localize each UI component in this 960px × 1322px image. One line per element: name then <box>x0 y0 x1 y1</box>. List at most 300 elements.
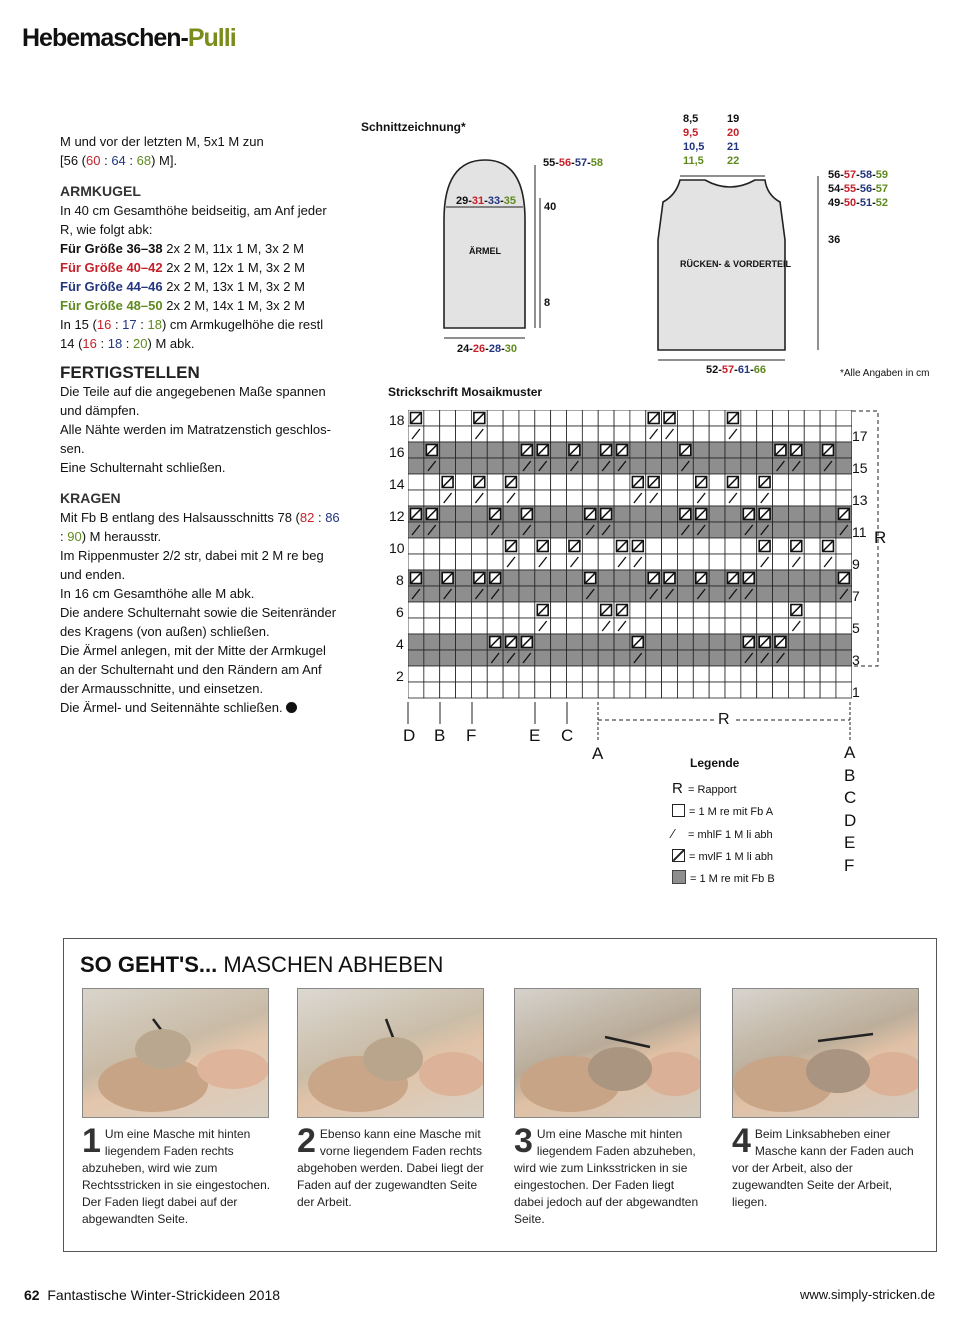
chart-cell <box>440 602 456 618</box>
chart-symbol <box>617 445 628 456</box>
chart-symbol <box>537 445 548 456</box>
chart-cell <box>503 458 519 474</box>
magazine-name: Fantastische Winter-Strickideen 2018 <box>47 1287 281 1303</box>
kragen-line-5: In 16 cm Gesamthöhe alle M abk. <box>60 586 255 601</box>
chart-cell <box>519 570 535 586</box>
chart-symbol <box>474 413 485 424</box>
chart-cell <box>551 602 567 618</box>
chart-cell <box>614 586 630 602</box>
chart-symbol <box>569 445 580 456</box>
chart-symbol <box>743 637 754 648</box>
chart-cell <box>693 554 709 570</box>
chart-cell <box>567 474 583 490</box>
chart-symbol <box>426 445 437 456</box>
chart-cell <box>535 682 551 698</box>
body-label: RÜCKEN- & VORDERTEIL <box>680 259 792 269</box>
chart-cell <box>693 410 709 426</box>
chart-cell <box>440 634 456 650</box>
kragen-line-1: Mit Fb B entlang des Halsausschnitts 78 (82 : 86 <box>60 510 340 525</box>
step-1-text: 1 Um eine Masche mit hinten liegendem Faden rechts abzuheben, wird wie zum Rechtsstricken in sie eingestochen. Der Faden liegt dabei auf der abgewandten Seite. <box>82 1122 271 1226</box>
chart-cell <box>582 682 598 698</box>
chart-cell <box>677 410 693 426</box>
chart-cell <box>424 570 440 586</box>
chart-cell <box>456 602 472 618</box>
chart-symbol <box>537 541 548 552</box>
chart-cell <box>709 442 725 458</box>
chart-cell <box>693 666 709 682</box>
body-bottom-label: 52-57-61-66 <box>706 364 766 376</box>
schematic-title: Schnittzeichnung* <box>361 120 466 134</box>
chart-symbol <box>585 509 596 520</box>
chart-cell <box>535 522 551 538</box>
chart-cell <box>630 666 646 682</box>
chart-symbol <box>601 509 612 520</box>
sleeve-bottom-label: 24-26-28-30 <box>457 343 517 355</box>
chart-cell <box>567 634 583 650</box>
chart-cell <box>519 682 535 698</box>
chart-cell <box>757 666 773 682</box>
chart-cell <box>773 586 789 602</box>
chart-cell <box>614 474 630 490</box>
chart-cell <box>456 522 472 538</box>
chart-cell <box>456 490 472 506</box>
chart-cell <box>456 666 472 682</box>
chart-cell <box>535 426 551 442</box>
chart-cell <box>582 538 598 554</box>
fertig-line-3: Alle Nähte werden im Matratzenstich geschlos- <box>60 422 331 437</box>
chart-cell <box>471 666 487 682</box>
chart-symbol <box>521 445 532 456</box>
chart-cell <box>630 410 646 426</box>
chart-symbol <box>521 637 532 648</box>
chart-cell <box>471 506 487 522</box>
chart-cell <box>773 666 789 682</box>
chart-cell <box>804 602 820 618</box>
chart-cell <box>519 538 535 554</box>
chart-cell <box>614 682 630 698</box>
chart-cell <box>440 522 456 538</box>
kragen-line-6: Die andere Schulternaht sowie die Seitenränder <box>60 605 337 620</box>
chart-cell <box>408 618 424 634</box>
chart-cell <box>646 538 662 554</box>
chart-cell <box>487 458 503 474</box>
chart-cell <box>662 458 678 474</box>
chart-cell <box>551 538 567 554</box>
chart-cell <box>804 426 820 442</box>
chart-symbol <box>648 413 659 424</box>
chart-cell <box>677 650 693 666</box>
chart-cell <box>741 538 757 554</box>
footer-url[interactable]: www.simply-stricken.de <box>800 1287 936 1302</box>
chart-symbol <box>506 637 517 648</box>
chart-cell <box>551 586 567 602</box>
chart-cell <box>408 634 424 650</box>
chart-cell <box>614 650 630 666</box>
chart-cell <box>820 570 836 586</box>
chart-cell <box>487 554 503 570</box>
chart-cell <box>598 474 614 490</box>
chart-cell <box>820 650 836 666</box>
chart-cell <box>456 634 472 650</box>
chart-cell <box>677 554 693 570</box>
chart-cell <box>598 586 614 602</box>
slash-icon: ⁄ <box>672 826 675 841</box>
chart-cell <box>773 474 789 490</box>
chart-symbol <box>728 573 739 584</box>
chart-cell <box>804 586 820 602</box>
chart-cell <box>487 490 503 506</box>
step-3-text: 3 Um eine Masche mit hinten liegendem Faden abzuheben, wird wie zum Linksstricken in sie eingestochen. Der Faden liegt dabei jedoch auf der abgewandten Seite. <box>514 1122 699 1226</box>
chart-cell <box>408 650 424 666</box>
chart-symbol <box>411 413 422 424</box>
chart-cell <box>487 682 503 698</box>
intro-line-2: [56 (60 : 64 : 68) M]. <box>60 153 178 168</box>
chart-cell <box>646 666 662 682</box>
chart-cell <box>804 618 820 634</box>
size-line-4: Für Größe 48–50 2x 2 M, 14x 1 M, 3x 2 M <box>60 298 305 313</box>
chart-cell <box>598 410 614 426</box>
chart-cell <box>741 410 757 426</box>
chart-cell <box>677 618 693 634</box>
chart-cell <box>551 458 567 474</box>
chart-cell <box>741 666 757 682</box>
chart-cell <box>519 490 535 506</box>
chart-cell <box>820 522 836 538</box>
chart-cell <box>725 682 741 698</box>
chart-cell <box>677 490 693 506</box>
chart-cell <box>582 666 598 682</box>
chart-cell <box>598 682 614 698</box>
chart-cell <box>408 474 424 490</box>
chart-cell <box>535 586 551 602</box>
chart-symbol <box>696 509 707 520</box>
chart-cell <box>804 538 820 554</box>
chart-cell <box>788 682 804 698</box>
chart-cell <box>456 410 472 426</box>
chart-cell <box>677 666 693 682</box>
chart-cell <box>725 650 741 666</box>
chart-cell <box>440 426 456 442</box>
chart-cell <box>535 650 551 666</box>
step-4-text: 4 Beim Linksabheben einer Masche kann der Faden auch vor der Arbeit, also der zugewandten Seite der Arbeit, liegen. <box>732 1122 914 1209</box>
chart-cell <box>662 682 678 698</box>
chart-cell <box>598 490 614 506</box>
chart-cell <box>456 426 472 442</box>
chart-symbol <box>680 509 691 520</box>
letter-d: D <box>403 726 416 745</box>
chart-cell <box>804 490 820 506</box>
chart-cell <box>503 506 519 522</box>
chart-cell <box>519 410 535 426</box>
chart-cell <box>804 474 820 490</box>
chart-cell <box>773 426 789 442</box>
chart-cell <box>582 634 598 650</box>
chart-cell <box>456 538 472 554</box>
step-4-photo <box>732 988 919 1118</box>
chart-symbol <box>648 573 659 584</box>
chart-cell <box>456 474 472 490</box>
kragen-line-7: des Kragens (von außen) schließen. <box>60 624 270 639</box>
kragen-line-9: an der Schulternaht und den Rändern am Anf <box>60 662 322 677</box>
chart-symbol <box>648 477 659 488</box>
chart-cell <box>582 490 598 506</box>
chart-cell <box>804 522 820 538</box>
chart-symbol <box>585 573 596 584</box>
chart-cell <box>709 586 725 602</box>
chart-cell <box>757 458 773 474</box>
chart-symbol <box>490 509 501 520</box>
chart-cell <box>693 650 709 666</box>
chart-cell <box>440 506 456 522</box>
chart-cell <box>567 618 583 634</box>
chart-cell <box>662 506 678 522</box>
page-number: 62 <box>24 1287 40 1303</box>
chart-cell <box>424 682 440 698</box>
chart-cell <box>630 458 646 474</box>
sleeve-label: ÄRMEL <box>469 246 501 256</box>
chart-cell <box>773 682 789 698</box>
chart-cell <box>646 458 662 474</box>
chart-cell <box>567 506 583 522</box>
letter-e: E <box>529 726 541 745</box>
chart-cell <box>614 410 630 426</box>
chart-symbol <box>632 541 643 552</box>
chart-cell <box>709 426 725 442</box>
chart-cell <box>614 506 630 522</box>
legend-item-repeat: R = Rapport <box>672 780 737 797</box>
chart-cell <box>662 474 678 490</box>
chart-cell <box>440 538 456 554</box>
legend-item-white: = 1 M re mit Fb A <box>672 801 775 823</box>
chart-symbol <box>632 637 643 648</box>
chart-symbol <box>696 477 707 488</box>
chart-cell <box>487 410 503 426</box>
chart-cell <box>677 426 693 442</box>
chart-cell <box>693 602 709 618</box>
chart-cell <box>582 442 598 458</box>
chart-cell <box>709 570 725 586</box>
measurement-note: *Alle Angaben in cm <box>840 368 930 379</box>
fertig-line-5: Eine Schulternaht schließen. <box>60 460 226 475</box>
chart-cell <box>487 474 503 490</box>
chart-cell <box>582 650 598 666</box>
chart-cell <box>424 490 440 506</box>
chart-cell <box>551 650 567 666</box>
chart-cell <box>662 650 678 666</box>
chart-cell <box>471 602 487 618</box>
chart-cell <box>598 650 614 666</box>
chart-cell <box>741 602 757 618</box>
chart-cell <box>646 554 662 570</box>
chart-cell <box>741 474 757 490</box>
chart-cell <box>408 666 424 682</box>
chart-cell <box>709 490 725 506</box>
chart-cell <box>519 618 535 634</box>
chart-cell <box>646 618 662 634</box>
chart-cell <box>693 426 709 442</box>
legend-list <box>672 778 775 890</box>
chart-cell <box>456 458 472 474</box>
sleeve-width-label: 29-31-33-35 <box>456 195 516 207</box>
chart-symbol <box>664 413 675 424</box>
chart-cell <box>709 554 725 570</box>
chart-cell <box>487 666 503 682</box>
title-part-2: Pulli <box>187 24 236 52</box>
chart-cell <box>646 634 662 650</box>
chart-cell <box>788 666 804 682</box>
chart-cell <box>677 682 693 698</box>
chart-cell <box>471 650 487 666</box>
chart-cell <box>456 506 472 522</box>
chart-cell <box>725 506 741 522</box>
chart-cell <box>725 554 741 570</box>
chart-symbol <box>680 445 691 456</box>
chart-cell <box>662 490 678 506</box>
chart-cell <box>709 458 725 474</box>
chart-cell <box>440 554 456 570</box>
chart-cell <box>788 426 804 442</box>
chart-cell <box>646 522 662 538</box>
chart-symbol <box>411 573 422 584</box>
chart-cell <box>820 682 836 698</box>
chart-cell <box>709 634 725 650</box>
chart-cell <box>440 458 456 474</box>
repeat-bracket <box>848 410 880 710</box>
chart-cell <box>677 602 693 618</box>
chart-cell <box>693 682 709 698</box>
chart-cell <box>741 618 757 634</box>
repeat-label-right: R <box>874 528 887 547</box>
chart-cell <box>709 682 725 698</box>
chart-cell <box>677 570 693 586</box>
legend-letters: A B C D E F <box>844 743 857 875</box>
chart-cell <box>519 426 535 442</box>
chart-cell <box>503 682 519 698</box>
chart-cell <box>471 554 487 570</box>
chart-cell <box>709 474 725 490</box>
page-title <box>22 24 236 53</box>
chart-cell <box>440 666 456 682</box>
chart-symbol <box>759 541 770 552</box>
chart-symbol <box>775 637 786 648</box>
size-line-3: Für Größe 44–46 2x 2 M, 13x 1 M, 3x 2 M <box>60 279 305 294</box>
chart-cell <box>408 538 424 554</box>
chart-symbol <box>759 477 770 488</box>
chart-cell <box>519 586 535 602</box>
chart-cell <box>551 570 567 586</box>
chart-cell <box>725 618 741 634</box>
chart-cell <box>757 682 773 698</box>
chart-cell <box>677 586 693 602</box>
chart-cell <box>598 538 614 554</box>
chart-cell <box>725 666 741 682</box>
chart-cell <box>503 522 519 538</box>
rest-line-2: 14 (16 : 18 : 20) M abk. <box>60 336 195 351</box>
chart-cell <box>471 634 487 650</box>
chart-cell <box>788 570 804 586</box>
chart-cell <box>503 602 519 618</box>
chart-cell <box>677 634 693 650</box>
chart-cell <box>567 410 583 426</box>
chart-cell <box>424 634 440 650</box>
neck-right-labels: 19 20 21 22 <box>727 113 740 167</box>
chart-cell <box>773 490 789 506</box>
chart-cell <box>773 602 789 618</box>
chart-cell <box>519 554 535 570</box>
chart-cell <box>709 522 725 538</box>
sleeve-shape <box>444 160 525 328</box>
chart-cell <box>820 426 836 442</box>
chart-cell <box>741 490 757 506</box>
step-3-photo <box>514 988 701 1118</box>
chart-cell <box>757 602 773 618</box>
chart-cell <box>456 586 472 602</box>
chart-cell <box>725 522 741 538</box>
grey-box-icon <box>672 870 686 884</box>
chart-cell <box>725 442 741 458</box>
chart-cell <box>804 458 820 474</box>
chart-cell <box>582 602 598 618</box>
chart-cell <box>535 490 551 506</box>
chart-symbol <box>791 605 802 616</box>
size-line-2: Für Größe 40–42 2x 2 M, 12x 1 M, 3x 2 M <box>60 260 305 275</box>
end-dot-icon <box>286 702 297 713</box>
chart-cell <box>757 426 773 442</box>
chart-cell <box>408 554 424 570</box>
chart-cell <box>646 506 662 522</box>
step-1-photo <box>82 988 269 1118</box>
chart-symbol <box>474 477 485 488</box>
letter-f: F <box>466 726 477 745</box>
sleeve-40-label: 40 <box>544 201 557 213</box>
chart-symbol <box>411 509 422 520</box>
chart-cell <box>662 442 678 458</box>
step-2-text: 2 Ebenso kann eine Masche mit vorne liegendem Faden rechts abgehoben werden. Dabei liegt der Faden auf der zugewandten Seite der Arbeit. <box>297 1122 484 1209</box>
mosaic-chart-grid <box>408 410 852 702</box>
legend-item-slash: ⁄ = mhlF 1 M li abh <box>672 823 775 846</box>
chart-cell <box>741 458 757 474</box>
chart-symbol <box>617 541 628 552</box>
chart-cell <box>757 410 773 426</box>
chart-cell <box>503 586 519 602</box>
chart-cell <box>630 618 646 634</box>
chart-cell <box>567 682 583 698</box>
chart-cell <box>725 538 741 554</box>
chart-symbol <box>728 477 739 488</box>
chart-cell <box>693 538 709 554</box>
chart-cell <box>820 474 836 490</box>
chart-cell <box>440 410 456 426</box>
chart-symbol <box>759 509 770 520</box>
chart-cell <box>773 554 789 570</box>
chart-symbol <box>743 509 754 520</box>
chart-cell <box>471 458 487 474</box>
chart-cell <box>598 634 614 650</box>
chart-cell <box>424 474 440 490</box>
chart-cell <box>551 426 567 442</box>
chart-cell <box>582 426 598 442</box>
chart-cell <box>773 618 789 634</box>
chart-symbol <box>474 573 485 584</box>
chart-cell <box>804 410 820 426</box>
chart-cell <box>709 666 725 682</box>
chart-cell <box>757 586 773 602</box>
chart-cell <box>804 506 820 522</box>
chart-cell <box>662 554 678 570</box>
chart-cell <box>598 426 614 442</box>
chart-cell <box>804 570 820 586</box>
chart-cell <box>646 442 662 458</box>
